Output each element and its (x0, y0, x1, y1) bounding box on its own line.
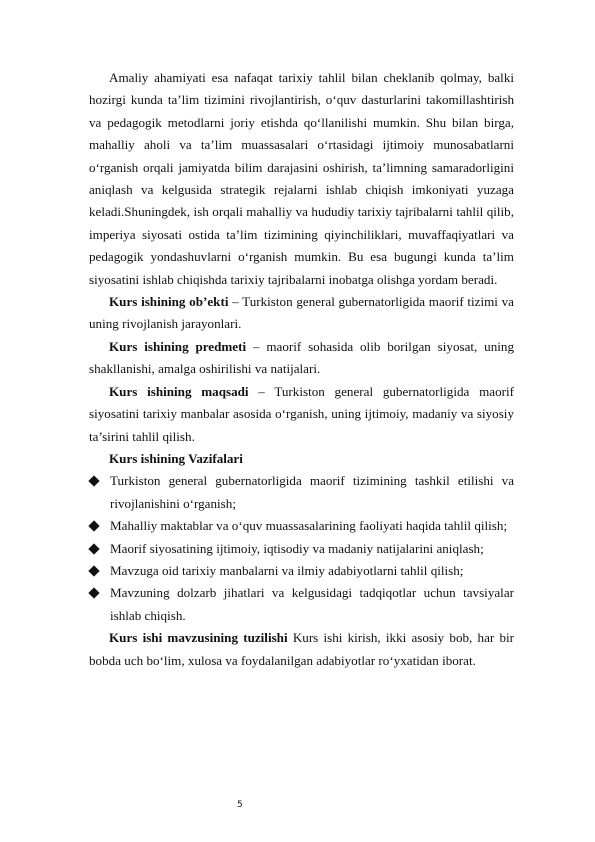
task-text: Mavzuga oid tarixiy manbalarni va ilmiy adabiyotlarni tahlil qilish; (110, 562, 464, 578)
page-content (89, 67, 514, 672)
structure-label: Kurs ishi mavzusining tuzilishi (109, 630, 288, 646)
goal-text: – Turkiston general gubernatorligida maorif siyosatini tarixiy manbalar asosida o‘rganish, uning ijtimoiy, madaniy va siyosiy ta’sirini tahlil qilish. (89, 383, 514, 444)
subject-label: Kurs ishining predmeti (109, 338, 247, 354)
structure-text: Kurs ishi kirish, ikki asosiy bob, har bir bobda uch bo‘lim, xulosa va foydalanilgan adabiyotlar ro‘yxatidan iborat. (89, 630, 514, 668)
goal-label: Kurs ishining maqsadi (109, 383, 249, 399)
list-item (89, 560, 514, 582)
diamond-bullet-icon (88, 476, 99, 487)
object-label: Kurs ishining ob’ekti (109, 294, 229, 310)
object-text: – Turkiston general gubernatorligida maorif tizimi va uning rivojlanish jarayonlari. (89, 294, 514, 332)
page-number: 5 (237, 800, 243, 810)
object-paragraph (89, 291, 514, 336)
task-text: Maorif siyosatining ijtimoiy, iqtisodiy va madaniy natijalarini aniqlash; (110, 540, 484, 556)
diamond-bullet-icon (88, 543, 99, 554)
diamond-bullet-icon (88, 565, 99, 576)
subject-text: – maorif sohasida olib borilgan siyosat, uning shakllanishi, amalga oshirilishi va natijalari. (89, 338, 514, 377)
subject-paragraph (89, 336, 514, 381)
diamond-bullet-icon (88, 588, 99, 599)
tasks-list (89, 470, 514, 627)
task-text: Turkiston general gubernatorligida maorif tizimining tashkil etilishi va rivojlanishini o‘rganish; (110, 473, 514, 511)
task-text: Mavzuning dolzarb jihatlari va kelgusidagi tadqiqotlar uchun tavsiyalar ishlab chiqish. (110, 585, 514, 623)
structure-paragraph (89, 627, 514, 672)
goal-paragraph (89, 381, 514, 448)
task-text: Mahalliy maktablar va o‘quv muassasalarining faoliyati haqida tahlil qilish; (110, 518, 508, 534)
list-item (89, 582, 514, 627)
diamond-bullet-icon (88, 520, 99, 531)
list-item (89, 515, 514, 537)
list-item (89, 538, 514, 560)
intro-paragraph: Amaliy ahamiyati esa nafaqat tarixiy tahlil bilan cheklanib qolmay, balki hozirgi kunda ta’lim tizimini rivojlantirish, o‘quv dasturlarini takomillashtirish va pedagogik metodlarni joriy etishda qo‘llanilishi mumkin. Shu bilan birga, mahalliy aholi va ta’lim muassasalari o‘rtasidagi ijtimoiy munosabatlarni o‘rganish orqali jamiyatda bilim darajasini oshirish, ta’limning samaradorligini aniqlash va kelgusida strategik rejalarni ishlab chiqish imkoniyati yuzaga keladi.Shuningdek, ish orqali mahalliy va hududiy tarixiy tajribalarni tahlil qilib, imperiya siyosati ostida ta’lim tizimining qiyinchiliklari, muvaffaqiyatlari va pedagogik yondashuvlarni o‘rganish mumkin. Bu esa bugungi kunda ta’lim siyosatini ishlab chiqishda tarixiy tajribalarni inobatga olishga yordam beradi. (89, 70, 514, 287)
tasks-heading: Kurs ishining Vazifalari (109, 450, 243, 466)
list-item (89, 470, 514, 515)
